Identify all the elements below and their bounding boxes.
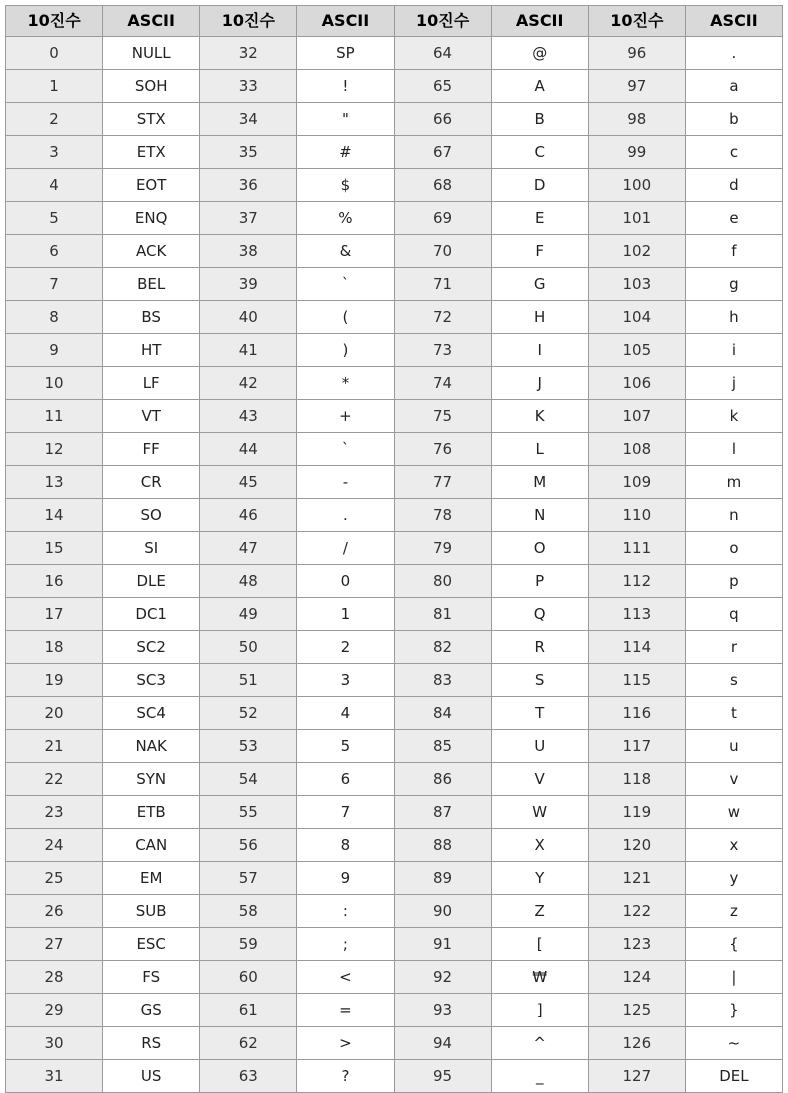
decimal-cell: 58	[200, 895, 297, 928]
ascii-cell: u	[685, 730, 782, 763]
ascii-cell: P	[491, 565, 588, 598]
ascii-cell: Z	[491, 895, 588, 928]
ascii-cell: j	[685, 367, 782, 400]
decimal-cell: 60	[200, 961, 297, 994]
table-row	[6, 37, 783, 70]
ascii-cell: B	[491, 103, 588, 136]
table-row	[6, 367, 783, 400]
decimal-cell: 98	[588, 103, 685, 136]
ascii-cell: U	[491, 730, 588, 763]
ascii-cell: i	[685, 334, 782, 367]
ascii-cell: e	[685, 202, 782, 235]
decimal-cell: 67	[394, 136, 491, 169]
ascii-cell: "	[297, 103, 394, 136]
ascii-cell: a	[685, 70, 782, 103]
ascii-cell: !	[297, 70, 394, 103]
ascii-cell: FS	[103, 961, 200, 994]
decimal-cell: 74	[394, 367, 491, 400]
decimal-cell: 28	[6, 961, 103, 994]
ascii-cell: T	[491, 697, 588, 730]
ascii-cell: r	[685, 631, 782, 664]
ascii-cell: %	[297, 202, 394, 235]
ascii-cell: :	[297, 895, 394, 928]
decimal-cell: 22	[6, 763, 103, 796]
ascii-cell: LF	[103, 367, 200, 400]
decimal-cell: 110	[588, 499, 685, 532]
ascii-cell: M	[491, 466, 588, 499]
decimal-cell: 85	[394, 730, 491, 763]
decimal-cell: 52	[200, 697, 297, 730]
decimal-cell: 70	[394, 235, 491, 268]
ascii-cell: SC3	[103, 664, 200, 697]
table-row	[6, 532, 783, 565]
ascii-cell: SOH	[103, 70, 200, 103]
ascii-cell: w	[685, 796, 782, 829]
ascii-cell: [	[491, 928, 588, 961]
ascii-cell: `	[297, 433, 394, 466]
decimal-cell: 18	[6, 631, 103, 664]
table-row	[6, 268, 783, 301]
ascii-cell: SC4	[103, 697, 200, 730]
decimal-cell: 97	[588, 70, 685, 103]
decimal-cell: 103	[588, 268, 685, 301]
ascii-cell: FF	[103, 433, 200, 466]
table-row	[6, 796, 783, 829]
ascii-cell: STX	[103, 103, 200, 136]
decimal-cell: 115	[588, 664, 685, 697]
decimal-cell: 44	[200, 433, 297, 466]
table-row	[6, 103, 783, 136]
decimal-cell: 93	[394, 994, 491, 1027]
table-row	[6, 961, 783, 994]
decimal-cell: 19	[6, 664, 103, 697]
ascii-cell: G	[491, 268, 588, 301]
decimal-cell: 99	[588, 136, 685, 169]
decimal-cell: 94	[394, 1027, 491, 1060]
decimal-cell: 125	[588, 994, 685, 1027]
decimal-cell: 104	[588, 301, 685, 334]
table-row	[6, 895, 783, 928]
ascii-cell: S	[491, 664, 588, 697]
table-row	[6, 928, 783, 961]
decimal-cell: 116	[588, 697, 685, 730]
ascii-cell: ESC	[103, 928, 200, 961]
decimal-cell: 72	[394, 301, 491, 334]
ascii-cell: W	[491, 796, 588, 829]
decimal-cell: 53	[200, 730, 297, 763]
ascii-cell: v	[685, 763, 782, 796]
ascii-cell: s	[685, 664, 782, 697]
decimal-cell: 16	[6, 565, 103, 598]
ascii-cell: C	[491, 136, 588, 169]
ascii-cell: h	[685, 301, 782, 334]
column-header-ascii: ASCII	[685, 6, 782, 37]
decimal-cell: 86	[394, 763, 491, 796]
decimal-cell: 31	[6, 1060, 103, 1093]
decimal-cell: 7	[6, 268, 103, 301]
table-row	[6, 1027, 783, 1060]
ascii-cell: VT	[103, 400, 200, 433]
decimal-cell: 109	[588, 466, 685, 499]
decimal-cell: 121	[588, 862, 685, 895]
decimal-cell: 120	[588, 829, 685, 862]
ascii-cell: l	[685, 433, 782, 466]
ascii-cell: ^	[491, 1027, 588, 1060]
decimal-cell: 114	[588, 631, 685, 664]
decimal-cell: 81	[394, 598, 491, 631]
decimal-cell: 80	[394, 565, 491, 598]
ascii-cell: .	[685, 37, 782, 70]
ascii-cell: DEL	[685, 1060, 782, 1093]
ascii-cell: -	[297, 466, 394, 499]
decimal-cell: 71	[394, 268, 491, 301]
decimal-cell: 124	[588, 961, 685, 994]
ascii-cell: $	[297, 169, 394, 202]
ascii-cell: .	[297, 499, 394, 532]
decimal-cell: 47	[200, 532, 297, 565]
ascii-cell: GS	[103, 994, 200, 1027]
table-row	[6, 763, 783, 796]
ascii-cell: x	[685, 829, 782, 862]
ascii-cell: d	[685, 169, 782, 202]
decimal-cell: 66	[394, 103, 491, 136]
decimal-cell: 63	[200, 1060, 297, 1093]
ascii-cell: ?	[297, 1060, 394, 1093]
table-row	[6, 994, 783, 1027]
decimal-cell: 9	[6, 334, 103, 367]
ascii-cell: =	[297, 994, 394, 1027]
decimal-cell: 78	[394, 499, 491, 532]
ascii-cell: *	[297, 367, 394, 400]
decimal-cell: 15	[6, 532, 103, 565]
ascii-cell: 8	[297, 829, 394, 862]
decimal-cell: 59	[200, 928, 297, 961]
decimal-cell: 25	[6, 862, 103, 895]
decimal-cell: 20	[6, 697, 103, 730]
decimal-cell: 73	[394, 334, 491, 367]
table-row	[6, 301, 783, 334]
decimal-cell: 100	[588, 169, 685, 202]
ascii-cell: o	[685, 532, 782, 565]
decimal-cell: 2	[6, 103, 103, 136]
column-header-decimal: 10진수	[588, 6, 685, 37]
decimal-cell: 82	[394, 631, 491, 664]
decimal-cell: 95	[394, 1060, 491, 1093]
ascii-cell: A	[491, 70, 588, 103]
decimal-cell: 35	[200, 136, 297, 169]
ascii-cell: /	[297, 532, 394, 565]
decimal-cell: 49	[200, 598, 297, 631]
decimal-cell: 4	[6, 169, 103, 202]
ascii-cell: D	[491, 169, 588, 202]
decimal-cell: 10	[6, 367, 103, 400]
ascii-cell: &	[297, 235, 394, 268]
ascii-cell: DLE	[103, 565, 200, 598]
ascii-cell: SC2	[103, 631, 200, 664]
decimal-cell: 77	[394, 466, 491, 499]
ascii-cell: <	[297, 961, 394, 994]
ascii-cell: _	[491, 1060, 588, 1093]
ascii-cell: 2	[297, 631, 394, 664]
decimal-cell: 64	[394, 37, 491, 70]
decimal-cell: 111	[588, 532, 685, 565]
decimal-cell: 92	[394, 961, 491, 994]
ascii-cell: y	[685, 862, 782, 895]
ascii-cell: +	[297, 400, 394, 433]
ascii-cell: N	[491, 499, 588, 532]
ascii-cell: >	[297, 1027, 394, 1060]
decimal-cell: 87	[394, 796, 491, 829]
decimal-cell: 39	[200, 268, 297, 301]
ascii-cell: c	[685, 136, 782, 169]
decimal-cell: 12	[6, 433, 103, 466]
table-row	[6, 862, 783, 895]
decimal-cell: 126	[588, 1027, 685, 1060]
decimal-cell: 89	[394, 862, 491, 895]
table-row	[6, 829, 783, 862]
table-row	[6, 400, 783, 433]
ascii-cell: ETX	[103, 136, 200, 169]
ascii-cell: L	[491, 433, 588, 466]
ascii-cell: 7	[297, 796, 394, 829]
ascii-cell: ]	[491, 994, 588, 1027]
ascii-cell: |	[685, 961, 782, 994]
ascii-cell: @	[491, 37, 588, 70]
ascii-cell: CAN	[103, 829, 200, 862]
table-body	[6, 37, 783, 1093]
table-row	[6, 235, 783, 268]
decimal-cell: 83	[394, 664, 491, 697]
decimal-cell: 1	[6, 70, 103, 103]
decimal-cell: 41	[200, 334, 297, 367]
table-row	[6, 136, 783, 169]
ascii-cell: X	[491, 829, 588, 862]
column-header-decimal: 10진수	[394, 6, 491, 37]
ascii-cell: 9	[297, 862, 394, 895]
decimal-cell: 54	[200, 763, 297, 796]
ascii-cell: )	[297, 334, 394, 367]
decimal-cell: 123	[588, 928, 685, 961]
decimal-cell: 17	[6, 598, 103, 631]
ascii-cell: ENQ	[103, 202, 200, 235]
ascii-cell: ETB	[103, 796, 200, 829]
decimal-cell: 14	[6, 499, 103, 532]
decimal-cell: 108	[588, 433, 685, 466]
ascii-cell: `	[297, 268, 394, 301]
ascii-cell: SP	[297, 37, 394, 70]
decimal-cell: 29	[6, 994, 103, 1027]
table-row	[6, 466, 783, 499]
ascii-cell: EOT	[103, 169, 200, 202]
decimal-cell: 68	[394, 169, 491, 202]
ascii-cell: Y	[491, 862, 588, 895]
decimal-cell: 11	[6, 400, 103, 433]
table-row	[6, 565, 783, 598]
ascii-cell: SI	[103, 532, 200, 565]
table-header-row	[6, 6, 783, 37]
ascii-cell: ;	[297, 928, 394, 961]
ascii-cell: F	[491, 235, 588, 268]
ascii-cell: (	[297, 301, 394, 334]
ascii-cell: p	[685, 565, 782, 598]
decimal-cell: 48	[200, 565, 297, 598]
decimal-cell: 96	[588, 37, 685, 70]
decimal-cell: 24	[6, 829, 103, 862]
column-header-ascii: ASCII	[297, 6, 394, 37]
table-row	[6, 169, 783, 202]
table-row	[6, 202, 783, 235]
ascii-cell: J	[491, 367, 588, 400]
decimal-cell: 101	[588, 202, 685, 235]
ascii-cell: R	[491, 631, 588, 664]
ascii-cell: NAK	[103, 730, 200, 763]
ascii-cell: I	[491, 334, 588, 367]
decimal-cell: 42	[200, 367, 297, 400]
table-row	[6, 433, 783, 466]
table-row	[6, 598, 783, 631]
decimal-cell: 37	[200, 202, 297, 235]
column-header-ascii: ASCII	[103, 6, 200, 37]
decimal-cell: 118	[588, 763, 685, 796]
decimal-cell: 122	[588, 895, 685, 928]
ascii-cell: t	[685, 697, 782, 730]
ascii-cell: O	[491, 532, 588, 565]
ascii-cell: 4	[297, 697, 394, 730]
ascii-cell: NULL	[103, 37, 200, 70]
decimal-cell: 38	[200, 235, 297, 268]
ascii-cell: SO	[103, 499, 200, 532]
decimal-cell: 6	[6, 235, 103, 268]
ascii-cell: RS	[103, 1027, 200, 1060]
decimal-cell: 5	[6, 202, 103, 235]
table-row	[6, 499, 783, 532]
ascii-cell: f	[685, 235, 782, 268]
ascii-cell: 6	[297, 763, 394, 796]
table-row	[6, 730, 783, 763]
decimal-cell: 32	[200, 37, 297, 70]
ascii-cell: m	[685, 466, 782, 499]
decimal-cell: 113	[588, 598, 685, 631]
ascii-cell: BEL	[103, 268, 200, 301]
decimal-cell: 65	[394, 70, 491, 103]
ascii-cell: q	[685, 598, 782, 631]
ascii-cell: z	[685, 895, 782, 928]
ascii-cell: DC1	[103, 598, 200, 631]
ascii-cell: BS	[103, 301, 200, 334]
ascii-cell: g	[685, 268, 782, 301]
column-header-decimal: 10진수	[200, 6, 297, 37]
decimal-cell: 40	[200, 301, 297, 334]
ascii-cell: Q	[491, 598, 588, 631]
decimal-cell: 46	[200, 499, 297, 532]
decimal-cell: 27	[6, 928, 103, 961]
ascii-cell: V	[491, 763, 588, 796]
decimal-cell: 75	[394, 400, 491, 433]
decimal-cell: 106	[588, 367, 685, 400]
ascii-cell: 0	[297, 565, 394, 598]
ascii-cell: b	[685, 103, 782, 136]
decimal-cell: 13	[6, 466, 103, 499]
ascii-cell: CR	[103, 466, 200, 499]
ascii-cell: SUB	[103, 895, 200, 928]
ascii-cell: SYN	[103, 763, 200, 796]
decimal-cell: 84	[394, 697, 491, 730]
ascii-cell: ₩	[491, 961, 588, 994]
decimal-cell: 105	[588, 334, 685, 367]
ascii-cell: n	[685, 499, 782, 532]
column-header-decimal: 10진수	[6, 6, 103, 37]
decimal-cell: 36	[200, 169, 297, 202]
ascii-cell: E	[491, 202, 588, 235]
decimal-cell: 45	[200, 466, 297, 499]
decimal-cell: 117	[588, 730, 685, 763]
ascii-code-table	[5, 5, 783, 1093]
ascii-cell: H	[491, 301, 588, 334]
decimal-cell: 107	[588, 400, 685, 433]
decimal-cell: 34	[200, 103, 297, 136]
decimal-cell: 51	[200, 664, 297, 697]
decimal-cell: 30	[6, 1027, 103, 1060]
decimal-cell: 56	[200, 829, 297, 862]
decimal-cell: 0	[6, 37, 103, 70]
decimal-cell: 79	[394, 532, 491, 565]
decimal-cell: 57	[200, 862, 297, 895]
decimal-cell: 43	[200, 400, 297, 433]
ascii-cell: k	[685, 400, 782, 433]
ascii-cell: ~	[685, 1027, 782, 1060]
table-row	[6, 631, 783, 664]
decimal-cell: 3	[6, 136, 103, 169]
ascii-cell: ACK	[103, 235, 200, 268]
decimal-cell: 112	[588, 565, 685, 598]
table-row	[6, 334, 783, 367]
decimal-cell: 91	[394, 928, 491, 961]
ascii-cell: 1	[297, 598, 394, 631]
decimal-cell: 8	[6, 301, 103, 334]
table-row	[6, 697, 783, 730]
table-row	[6, 664, 783, 697]
decimal-cell: 127	[588, 1060, 685, 1093]
column-header-ascii: ASCII	[491, 6, 588, 37]
ascii-cell: {	[685, 928, 782, 961]
ascii-cell: US	[103, 1060, 200, 1093]
ascii-cell: EM	[103, 862, 200, 895]
decimal-cell: 55	[200, 796, 297, 829]
decimal-cell: 88	[394, 829, 491, 862]
ascii-cell: HT	[103, 334, 200, 367]
table-row	[6, 1060, 783, 1093]
decimal-cell: 76	[394, 433, 491, 466]
ascii-cell: K	[491, 400, 588, 433]
decimal-cell: 90	[394, 895, 491, 928]
ascii-cell: 3	[297, 664, 394, 697]
decimal-cell: 26	[6, 895, 103, 928]
decimal-cell: 69	[394, 202, 491, 235]
decimal-cell: 21	[6, 730, 103, 763]
decimal-cell: 119	[588, 796, 685, 829]
decimal-cell: 23	[6, 796, 103, 829]
decimal-cell: 102	[588, 235, 685, 268]
ascii-cell: }	[685, 994, 782, 1027]
ascii-cell: #	[297, 136, 394, 169]
table-row	[6, 70, 783, 103]
decimal-cell: 50	[200, 631, 297, 664]
ascii-cell: 5	[297, 730, 394, 763]
decimal-cell: 33	[200, 70, 297, 103]
decimal-cell: 62	[200, 1027, 297, 1060]
decimal-cell: 61	[200, 994, 297, 1027]
